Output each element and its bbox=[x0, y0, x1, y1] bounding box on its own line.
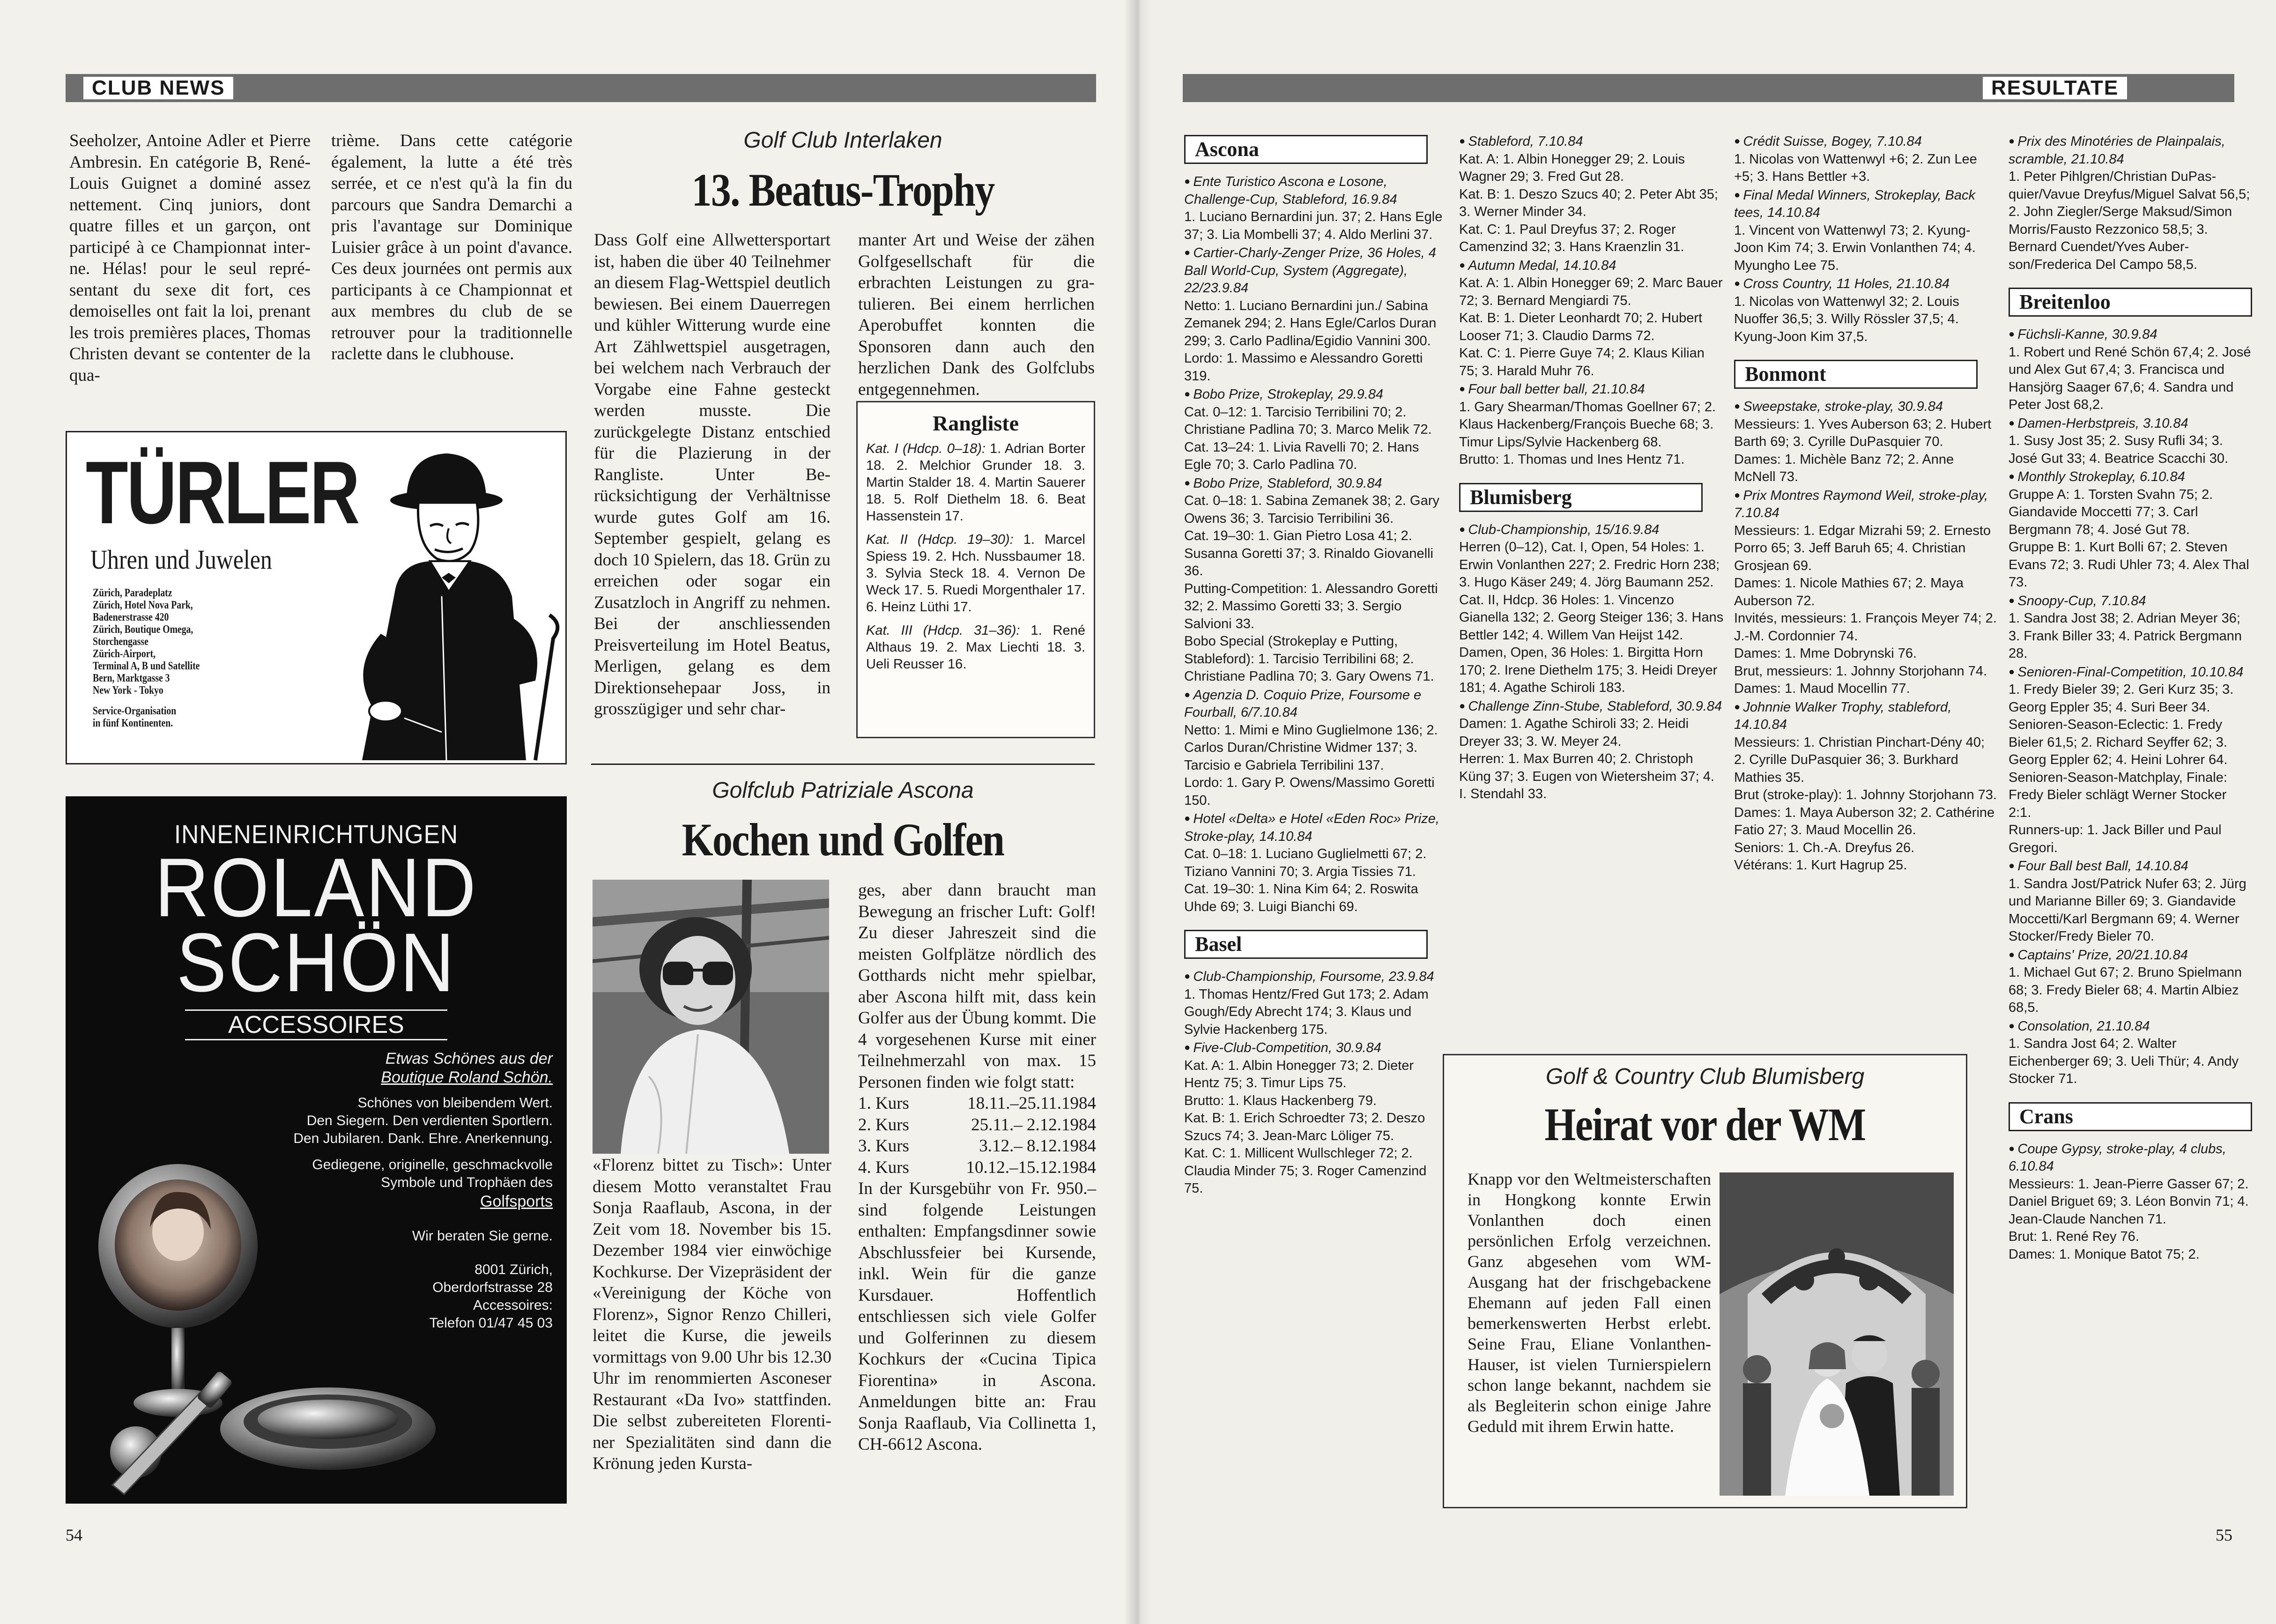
roland-name-1: ROLAND bbox=[155, 841, 478, 934]
result-line: 1. Nicolas von Wattenwyl +6; 2. Zun Lee +5; 3. Hans Bettler +3. bbox=[1734, 151, 1977, 184]
roland-tag-1: Etwas Schönes aus der bbox=[385, 1050, 553, 1068]
event-title: ● Johnnie Walker Trophy, stableford, 14.10.84 bbox=[1734, 698, 1999, 734]
turler-service-line: in fünf Kontinenten. bbox=[93, 717, 173, 729]
course-row bbox=[858, 1135, 1096, 1157]
event-title: ● Cross Country, 11 Holes, 21.10.84 bbox=[1734, 274, 1999, 293]
course-name: 3. Kurs bbox=[858, 1136, 909, 1156]
turler-address-line: Terminal A, B und Satellite bbox=[93, 660, 200, 672]
roland-name-2: SCHÖN bbox=[176, 916, 456, 1009]
heirat-headline: Heirat vor der WM bbox=[1544, 1098, 1866, 1150]
woman-photo bbox=[593, 880, 829, 1154]
kat3-results: 1. René Althaus 19. 2. Max Liechti 18. 3. Ueli Reusser 16. bbox=[866, 623, 1086, 672]
event-title: ● Prix Montres Raymond Weil, stroke-play, 7.10.84 bbox=[1734, 486, 1999, 522]
event-title: ● Agenzia D. Coquio Prize, Foursome e Fourball, 6/7.10.84 bbox=[1184, 686, 1449, 722]
result-line: 1. Sandra Jost 38; 2. Adrian Meyer 36; 3. Frank Biller 33; 4. Patrick Bergmann 28. bbox=[2009, 611, 2242, 661]
result-line: Herren (0–12), Cat. I, Open, 54 Holes: 1. Erwin Vonlanthen 227; 2. Fredric Horn 238; 3. Hugo Käser 249; 4. Jörg Baumann 252. bbox=[1459, 540, 1720, 590]
result-line: Runners-up: 1. Jack Biller und Paul Gregori. bbox=[2009, 823, 2222, 855]
kochen-col2-bottom: In der Kursgebühr von Fr. 950.– sind folgende Leistungen enthalten: Empfangsdinner sowie Abschlussfeier bei Kursende, inkl. Wein für die ganze Kursdauer. Hoffentlich entschliessen sich viele Golfer und Golferinnen zu diesem Kochkurs der «Cucina Tipica Fiorentina» in Ascona. Anmeldungen bitte an: Frau Sonja Raaflaub, Via Collinetta 1, CH-6612 Ascona. bbox=[858, 1179, 1096, 1454]
beatus-column-1: Dass Golf eine Allwettersportart ist, haben die über 40 Teilnehmer an diesem Flag-Wettspiel deutlich bewiesen. Bei einem Dauerregen und kühler Witterung wurde eine Art Zählwettspiel ausgetragen, bei welchem nach Verbrauch der Vorgabe eine Fahne gesteckt werden musste. Die zurückgelegte Distanz entschied für die Plazierung in der Rangliste. Unter Berücksichtigung der Verhältnisse wurde gutes Golf am 16. September gespielt, gelang es doch 10 Spielern, das 18. Grün zu erreichen oder sogar ein Zusatzloch in Angriff zu nehmen. Bei der anschliessenden Preisverteilung im Hotel Beatus, Merligen, gelang es dem Direktionsehepaar Joss, in grosszügiger und sehr char- bbox=[594, 230, 830, 719]
kat1-label: Kat. I (Hdcp. 0–18): bbox=[866, 441, 986, 456]
course-dates: 25.11.– 2.12.1984 bbox=[971, 1115, 1096, 1135]
roland-golf: Golfsports bbox=[480, 1193, 553, 1210]
result-line: 1. Michael Gut 67; 2. Bruno Spielmann 68; 3. Fredy Bieler 68; 4. Martin Albiez 68,5. bbox=[2009, 965, 2242, 1015]
result-line: Cat. 13–24: 1. Livia Ravelli 70; 2. Hans Egle 70; 3. Carlo Padlina 70. bbox=[1184, 439, 1419, 472]
club-heading: Bonmont bbox=[1734, 360, 1978, 389]
club-heading: Breitenloo bbox=[2009, 288, 2252, 317]
result-line: Kat. B: 1. Erich Schroedter 73; 2. Deszo Szucs 74; 3. Jean-Marc Löliger 75. bbox=[1184, 1111, 1425, 1143]
kat1-results: 1. Adrian Borter 18. 2. Melchior Grunder 18. 3. Martin Stalder 18. 4. Martin Sauerer 18. 5. Rolf Diethelm 18. 6. Beat Hassenstein 17. bbox=[866, 441, 1085, 524]
turler-address-line: Zürich, Boutique Omega, bbox=[93, 623, 193, 636]
course-name: 2. Kurs bbox=[858, 1115, 909, 1135]
result-line: Vétérans: 1. Kurt Hagrup 25. bbox=[1734, 858, 1907, 873]
result-line: 1. Luciano Bernardini jun. 37; 2. Hans Egle 37; 3. Lia Mombelli 37; 4. Aldo Merlini 37. bbox=[1184, 209, 1443, 242]
turler-address-line: Storchengasse bbox=[93, 636, 148, 648]
turler-address-line: Zürich, Paradeplatz bbox=[93, 587, 172, 599]
roland-line: Symbole und Trophäen des bbox=[381, 1175, 553, 1190]
event-title: ● Hotel «Delta» e Hotel «Eden Roc» Prize, Stroke-play, 14.10.84 bbox=[1184, 809, 1449, 845]
roland-tagline bbox=[66, 1049, 553, 1087]
trophy-illustration bbox=[84, 1129, 440, 1499]
results-column-2 bbox=[1459, 132, 1724, 803]
club-heading: Crans bbox=[2009, 1102, 2252, 1131]
event-title: ● Snoopy-Cup, 7.10.84 bbox=[2009, 592, 2252, 610]
event-title: ● Damen-Herbstpreis, 3.10.84 bbox=[2009, 414, 2252, 433]
roland-line: Schönes von bleibendem Wert. bbox=[357, 1095, 553, 1111]
kochen-column-1: «Florenz bittet zu Tisch»: Unter diesem Motto veranstaltet Frau Sonja Raaflaub, Ascona, in der Zeit vom 18. November bis 15. Dezember 1984 vier einwöchige Kochkurse. Der Vizepräsident der «Vereinigung der Köche von Florenz», Signor Renzo Chilleri, leitet die Kurse, die jeweils vormittags von 9.00 Uhr bis 12.30 Uhr im renommierten Asconeser Restaurant «Da Ivo» stattfinden. Die selbst zubereiteten Florentiner Spezialitäten sind dann die Krönung jeden Kursta- bbox=[593, 1156, 831, 1473]
rangliste-box bbox=[856, 401, 1095, 738]
results-column-1 bbox=[1184, 132, 1449, 1198]
turler-brand: TÜRLER bbox=[86, 443, 359, 542]
kat3-label: Kat. III (Hdcp. 31–36): bbox=[866, 623, 1020, 638]
beatus-headline: 13. Beatus-Trophy bbox=[691, 164, 994, 216]
course-table bbox=[858, 1093, 1096, 1178]
result-line: Brut: 1. René Rey 76. bbox=[2009, 1229, 2139, 1244]
result-line: 1. Gary Shearman/Thomas Goellner 67; 2. Klaus Hackenberg/François Bueche 68; 3. Timur Lips/Sylvie Hackenberg 68. bbox=[1459, 399, 1716, 450]
result-line: Kat. A: 1. Albin Honegger 29; 2. Louis Wagner 29; 3. Fred Gut 28. bbox=[1459, 151, 1685, 184]
page-number-right: 55 bbox=[2216, 1526, 2232, 1544]
club-heading: Ascona bbox=[1184, 135, 1428, 164]
result-line: Damen: 1. Agathe Schiroli 33; 2. Heidi Dreyer 33; 3. W. Meyer 24. bbox=[1459, 716, 1689, 749]
course-row bbox=[858, 1114, 1096, 1136]
turler-service-line: Service-Organisation bbox=[93, 705, 177, 717]
kat2-results: 1. Marcel Spiess 19. 2. Hch. Nussbaumer 18. 3. Sylvia Steck 18. 4. Vernon De Weck 17. 5. Ruedi Morgenthaler 17. 6. Heinz Lüthi 17. bbox=[866, 532, 1085, 615]
result-line: Dames: 1. Mme Dobrynski 76. bbox=[1734, 646, 1917, 661]
intro-column-2: trième. Dans cette catégorie également, la lutte a été très serrée, et ce n'est qu'à la fin du parcours que Sandra Demarchi a pris l'avantage sur Dominique Luisier grâce à un point d'avance. Ces deux journées ont permis aux participants à ce Championnat et aux membres du club de se retrouver pour la traditionnelle raclette dans le clubhouse. bbox=[331, 131, 572, 363]
heirat-box bbox=[1443, 1054, 1967, 1508]
result-line: Senioren-Season-Eclectic: 1. Fredy Bieler 61,5; 2. Richard Seyffer 62; 3. Georg Eppler 62; 4. Heini Lohrer 64. bbox=[2009, 717, 2228, 767]
event-title: ● Crédit Suisse, Bogey, 7.10.84 bbox=[1734, 132, 1999, 151]
result-line: Cat. 0–12: 1. Tarcisio Terribilini 70; 2. Christiane Padlina 70; 3. Marco Melik 72. bbox=[1184, 404, 1432, 437]
turler-subtitle: Uhren und Juwelen bbox=[90, 544, 272, 575]
result-line: 1. Vincent von Wattenwyl 73; 2. Kyung-Joon Kim 74; 3. Erwin Vonlanthen 74; 4. Myungho Lee 75. bbox=[1734, 222, 1976, 273]
result-line: Dames: 1. Maya Auberson 32; 2. Cathérine Fatio 27; 3. Maud Mocellin 26. bbox=[1734, 805, 1995, 838]
event-title: ● Stableford, 7.10.84 bbox=[1459, 132, 1724, 151]
result-line: Brutto: 1. Thomas und Ines Hentz 71. bbox=[1459, 452, 1685, 467]
roland-address-line: 8001 Zürich, bbox=[474, 1262, 553, 1277]
result-line: Dames: 1. Nicole Mathies 67; 2. Maya Auberson 72. bbox=[1734, 576, 1964, 608]
result-line: Invités, messieurs: 1. François Meyer 74; 2. J.-M. Cordonnier 74. bbox=[1734, 611, 1997, 644]
article-divider bbox=[591, 764, 1095, 765]
result-line: 1. Fredy Bieler 39; 2. Geri Kurz 35; 3. Georg Eppler 35; 4. Suri Beer 34. bbox=[2009, 682, 2234, 715]
result-line: Cat. 0–18: 1. Sabina Zemanek 38; 2. Gary Owens 36; 3. Tarcisio Terribilini 36. bbox=[1184, 493, 1439, 526]
result-line: Herren: 1. Max Burren 40; 2. Christoph Küng 37; 3. Eugen von Wietersheim 37; 4. I. Stendahl 33. bbox=[1459, 751, 1714, 801]
result-line: Cat. 0–18: 1. Luciano Guglielmetti 67; 2. Tiziano Vannini 70; 3. Argia Tissies 71. bbox=[1184, 846, 1427, 879]
book-gutter bbox=[1124, 0, 1152, 1624]
course-dates: 3.12.– 8.12.1984 bbox=[979, 1136, 1096, 1156]
result-line: 1. Robert und René Schön 67,4; 2. José und Alex Gut 67,4; 3. Francisca und Hansjörg Saager 67,6; 4. Sandra und Peter Jost 68,2. bbox=[2009, 344, 2251, 412]
roland-address-line: Accessoires: bbox=[473, 1298, 553, 1313]
result-line: 1. Peter Pihlgren/Christian DuPasquier/Vavue Dreyfus/Miguel Salvat 56,5; 2. John Ziegler/Serge Maksud/Simon Morris/Fausto Rezzonico 58,5; 3. Bernard Cuendet/Yves Auberson/Frederica Del Campo 58,5. bbox=[2009, 169, 2250, 272]
roland-line: Den Siegern. Den verdienten Sportlern. bbox=[306, 1113, 553, 1128]
heirat-kicker: Golf & Country Club Blumisberg bbox=[1545, 1064, 1865, 1089]
turler-address-line: Bern, Marktgasse 3 bbox=[93, 672, 170, 684]
result-line: Cat. 19–30: 1. Nina Kim 64; 2. Roswita Uhde 69; 3. Luigi Bianchi 69. bbox=[1184, 882, 1418, 914]
right-page bbox=[1138, 0, 2276, 1624]
result-line: Kat. B: 1. Dieter Leonhardt 70; 2. Hubert Looser 71; 3. Claudio Darms 72. bbox=[1459, 311, 1703, 343]
turler-address-line: Zürich-Airport, bbox=[93, 648, 156, 660]
result-line: Gruppe B: 1. Kurt Bolli 67; 2. Steven Evans 72; 3. Rudi Uhler 73; 4. Alex Thal 73. bbox=[2009, 540, 2249, 590]
event-title: ● Final Medal Winners, Strokeplay, Back tees, 14.10.84 bbox=[1734, 186, 1999, 222]
roland-address-line: Oberdorfstrasse 28 bbox=[432, 1280, 553, 1295]
event-title: ● Sweepstake, stroke-play, 30.9.84 bbox=[1734, 397, 1999, 416]
event-title: ● Füchsli-Kanne, 30.9.84 bbox=[2009, 325, 2252, 344]
results-column-3 bbox=[1734, 132, 1999, 875]
result-line: Dames: 1. Maud Mocellin 77. bbox=[1734, 681, 1910, 696]
event-title: ● Prix des Minotéries de Plainpalais, scramble, 21.10.84 bbox=[2009, 132, 2252, 168]
kochen-headline: Kochen und Golfen bbox=[682, 814, 1004, 866]
club-heading: Blumisberg bbox=[1459, 483, 1703, 512]
gentleman-illustration bbox=[329, 437, 566, 763]
turler-addresses bbox=[93, 587, 200, 697]
result-line: Cat. 19–30: 1. Gian Pietro Losa 41; 2. Susanna Goretti 37; 3. Rinaldo Giovanelli 36. bbox=[1184, 528, 1433, 578]
course-dates: 18.11.–25.11.1984 bbox=[967, 1094, 1096, 1113]
result-line: 1. Susy Jost 35; 2. Susy Rufli 34; 3. José Gut 33; 4. Beatrice Scacchi 30. bbox=[2009, 433, 2229, 466]
roland-tag-2: Boutique Roland Schön. bbox=[381, 1068, 553, 1086]
result-line: Kat. A: 1. Albin Honegger 69; 2. Marc Bauer 72; 3. Bernard Mengiardi 75. bbox=[1459, 275, 1723, 308]
result-line: Cat. II, Hdcp. 36 Holes: 1. Vincenzo Gianella 132; 2. Georg Steiger 136; 3. Hans Bettler 142; 4. Willem Van Heijst 142. bbox=[1459, 592, 1724, 643]
course-row bbox=[858, 1093, 1096, 1114]
result-line: Kat. A: 1. Albin Honegger 73; 2. Dieter Hentz 75; 3. Timur Lips 75. bbox=[1184, 1058, 1414, 1090]
event-title: ● Consolation, 21.10.84 bbox=[2009, 1017, 2252, 1036]
result-line: 1. Sandra Jost/Patrick Nufer 63; 2. Jürg und Marianne Biller 69; 3. Giandavide Moccetti/Karl Bergmann 69; 4. Werner Stocker/Fredy Bieler 70. bbox=[2009, 876, 2246, 944]
event-title: ● Bobo Prize, Strokeplay, 29.9.84 bbox=[1184, 385, 1449, 404]
result-line: Kat. C: 1. Millicent Wullschleger 72; 2. Claudia Minder 75; 3. Roger Camenzind 75. bbox=[1184, 1146, 1427, 1196]
turler-service bbox=[93, 705, 176, 729]
kat2-label: Kat. II (Hdcp. 19–30): bbox=[866, 532, 1014, 547]
result-line: Brut (stroke-play): 1. Johnny Storjohann 73. bbox=[1734, 787, 1997, 802]
roland-top: INNENEINRICHTUNGEN bbox=[174, 819, 459, 849]
result-line: 1. Thomas Hentz/Fred Gut 173; 2. Adam Gough/Edy Abrecht 174; 3. Klaus und Sylvie Hackenberg 175. bbox=[1184, 986, 1429, 1037]
course-name: 1. Kurs bbox=[858, 1094, 909, 1113]
result-line: Dames: 1. Michèle Banz 72; 2. Anne McNell 73. bbox=[1734, 452, 1954, 484]
roland-advice: Wir beraten Sie gerne. bbox=[412, 1228, 553, 1244]
event-title: ● Four ball better ball, 21.10.84 bbox=[1459, 380, 1724, 399]
event-title: ● Five-Club-Competition, 30.9.84 bbox=[1184, 1038, 1449, 1057]
turler-address-line: New York - Tokyo bbox=[93, 684, 163, 697]
result-line: Messieurs: 1. Yves Auberson 63; 2. Hubert Barth 69; 3. Cyrille DuPasquier 70. bbox=[1734, 416, 1992, 449]
event-title: ● Coupe Gypsy, stroke-play, 4 clubs, 6.10.84 bbox=[2009, 1140, 2252, 1176]
section-label: CLUB NEWS bbox=[82, 75, 235, 101]
result-line: Senioren-Season-Matchplay, Finale: Fredy Bieler schlägt Werner Stocker 2:1. bbox=[2009, 770, 2227, 820]
event-title: ● Bobo Prize, Stableford, 30.9.84 bbox=[1184, 474, 1449, 493]
result-line: Messieurs: 1. Jean-Pierre Gasser 67; 2. Daniel Briguet 69; 3. Léon Bonvin 71; 4. Jean-Claude Nanchen 71. bbox=[2009, 1176, 2249, 1227]
roland-sub: ACCESSOIRES bbox=[185, 1009, 447, 1040]
course-row bbox=[858, 1157, 1096, 1179]
beatus-kicker: Golf Club Interlaken bbox=[743, 128, 942, 153]
rangliste-title: Rangliste bbox=[933, 411, 1019, 435]
result-line: Kat. C: 1. Pierre Guye 74; 2. Klaus Kilian 75; 3. Harald Muhr 76. bbox=[1459, 346, 1705, 378]
event-title: ● Four Ball best Ball, 14.10.84 bbox=[2009, 857, 2252, 875]
course-dates: 10.12.–15.12.1984 bbox=[966, 1157, 1096, 1177]
turler-address-line: Zürich, Hotel Nova Park, bbox=[93, 599, 193, 611]
result-line: Messieurs: 1. Edgar Mizrahi 59; 2. Ernesto Porro 65; 3. Jeff Baruh 65; 4. Christian Grosjean 69. bbox=[1734, 523, 1991, 573]
result-line: Lordo: 1. Gary P. Owens/Massimo Goretti 150. bbox=[1184, 775, 1435, 808]
result-line: Brutto: 1. Klaus Hackenberg 79. bbox=[1184, 1093, 1377, 1108]
event-title: ● Monthly Strokeplay, 6.10.84 bbox=[2009, 467, 2252, 486]
turler-ad bbox=[66, 431, 567, 764]
kochen-col2-top: ges, aber dann braucht man Bewegung an frischer Luft: Golf! Zu dieser Jahreszeit sind die meisten Golfplätze nördlich des Gotthards nicht mehr spielbar, aber Ascona hilft mit, dass kein Golfer aus der Übung kommt. Die 4 vorgesehenen Kurse mit einer Teilnehmerzahl von max. 15 Personen finden wie folgt statt: bbox=[858, 881, 1096, 1092]
event-title: ● Senioren-Final-Competition, 10.10.84 bbox=[2009, 663, 2252, 682]
result-line: Dames: 1. Monique Batot 75; 2. bbox=[2009, 1246, 2200, 1262]
section-label: RESULTATE bbox=[1981, 75, 2128, 101]
result-line: Kat. B: 1. Deszo Szucs 40; 2. Peter Abt 35; 3. Werner Minder 34. bbox=[1459, 186, 1718, 219]
result-line: Messieurs: 1. Christian Pinchart-Dény 40; 2. Cyrille DuPasquier 36; 3. Burkhard Mathies 35. bbox=[1734, 734, 1985, 785]
result-line: Putting-Competition: 1. Alessandro Goretti 32; 2. Massimo Goretti 33; 3. Sergio Salvioni 33. bbox=[1184, 581, 1438, 631]
result-line: 1. Nicolas von Wattenwyl 32; 2. Louis Nuoffer 36,5; 3. Willy Rössler 37,5; 4. Kyung-Joon Kim 37,5. bbox=[1734, 294, 1959, 344]
page-number-left: 54 bbox=[66, 1526, 82, 1544]
roland-line: Gediegene, originelle, geschmackvolle bbox=[312, 1157, 553, 1172]
result-line: Netto: 1. Mimi e Mino Guglielmone 136; 2. Carlos Duran/Christine Widmer 137; 3. Tarcisio e Gabriela Terribilini 137. bbox=[1184, 722, 1438, 773]
result-line: Bobo Special (Strokeplay e Putting, Stableford): 1. Tarcisio Terribilini 68; 2. Christiane Padlina 70; 3. Gary Owens 71. bbox=[1184, 634, 1434, 684]
result-line: Gruppe A: 1. Torsten Svahn 75; 2. Giandavide Moccetti 77; 3. Carl Bergmann 78; 4. José Gut 78. bbox=[2009, 487, 2213, 537]
event-title: ● Club-Championship, 15/16.9.84 bbox=[1459, 520, 1724, 539]
result-line: Kat. C: 1. Paul Dreyfus 37; 2. Roger Camenzind 32; 3. Hans Kraenzlin 31. bbox=[1459, 222, 1684, 254]
roland-address-line: Telefon 01/47 45 03 bbox=[429, 1315, 553, 1331]
event-title: ● Club-Championship, Foursome, 23.9.84 bbox=[1184, 967, 1449, 986]
roland-line: Den Jubilaren. Dank. Ehre. Anerkennung. bbox=[293, 1131, 553, 1146]
event-title: ● Autumn Medal, 14.10.84 bbox=[1459, 256, 1724, 275]
event-title: ● Ente Turistico Ascona e Losone, Challenge-Cup, Stableford, 16.9.84 bbox=[1184, 172, 1449, 208]
result-line: Seniors: 1. Ch.-A. Dreyfus 26. bbox=[1734, 840, 1915, 855]
wedding-photo bbox=[1720, 1172, 1954, 1496]
results-column-4 bbox=[2009, 132, 2252, 1263]
result-line: Netto: 1. Luciano Bernardini jun./ Sabina Zemanek 294; 2. Hans Egle/Carlos Duran 299; 3. Carlo Padlina/Egidio Vannini 300. bbox=[1184, 298, 1437, 349]
result-line: 1. Sandra Jost 64; 2. Walter Eichenberger 69; 3. Ueli Thür; 4. Andy Stocker 71. bbox=[2009, 1036, 2239, 1086]
event-title: ● Captains' Prize, 20/21.10.84 bbox=[2009, 946, 2252, 964]
result-line: Damen, Open, 36 Holes: 1. Birgitta Horn 170; 2. Irene Diethelm 175; 3. Heidi Dreyer 181; 4. Agathe Schiroli 183. bbox=[1459, 645, 1718, 695]
result-line: Lordo: 1. Massimo e Alessandro Goretti 319. bbox=[1184, 351, 1423, 384]
result-line: Brut, messieurs: 1. Johnny Storjohann 74. bbox=[1734, 663, 1987, 679]
roland-schoen-ad bbox=[66, 796, 567, 1504]
kochen-kicker: Golfclub Patriziale Ascona bbox=[712, 778, 974, 803]
event-title: ● Challenge Zinn-Stube, Stableford, 30.9.84 bbox=[1459, 697, 1724, 716]
kochen-column-2 bbox=[858, 880, 1096, 1455]
turler-address-line: Badenerstrasse 420 bbox=[93, 611, 169, 623]
event-title: ● Cartier-Charly-Zenger Prize, 36 Holes, 4 Ball World-Cup, System (Aggregate), 22/23.9.84 bbox=[1184, 244, 1449, 297]
rangliste-body bbox=[858, 436, 1094, 677]
course-name: 4. Kurs bbox=[858, 1157, 909, 1177]
club-heading: Basel bbox=[1184, 930, 1428, 959]
intro-column-1: Seeholzer, Antoine Adler et Pierre Ambresin. En catégorie B, René-Louis Guignet a dominé assez nettement. Cinq juniors, dont quatre filles et un garçon, ont participé à ce Championnat interne. Hélas! pour le seul représentant du sexe dit fort, ces demoiselles ont fait la loi, prenant les trois premières places, Thomas Christen devant se contenter de la qua- bbox=[69, 131, 311, 385]
beatus-column-2: manter Art und Weise der zähen Golfgesellschaft für die erbrachten Leistungen zu gratulieren. Bei einem herrlichen Aperobuffet konnten die Sponsoren dann auch den herzlichen Dank des Golfclubs entgegennehmen. bbox=[858, 230, 1095, 399]
heirat-text: Knapp vor den Weltmeisterschaften in Hongkong konnte Erwin Vonlanthen doch einen persönlichen Erfolg verzeichnen. Ganz abgesehen vom WM-Ausgang hat der frischgebackene Ehemann auf jeden Fall einen bemerkenswerten Herbst erlebt. Seine Frau, Eliane Vonlanthen-Hauser, ist vielen Turnierspielern schon lange bekannt, nachdem sie als Begleiterin schon einige Jahre Geduld mit ihrem Erwin hatte. bbox=[1468, 1170, 1711, 1436]
